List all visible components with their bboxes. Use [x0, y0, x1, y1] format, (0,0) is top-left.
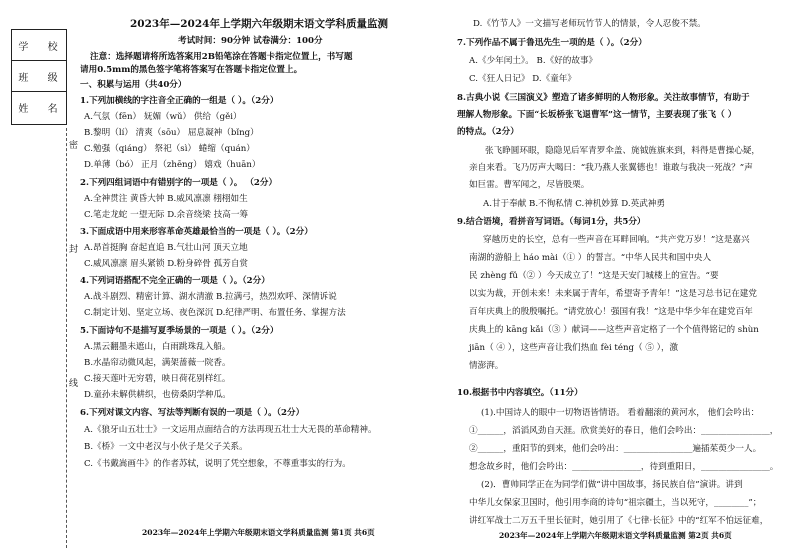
question-8-line-1: 8.古典小说《三国演义》塑造了诸多鲜明的人物形象。关注故事情节，有助于: [457, 93, 750, 103]
question-6: 6.下列对课文内容、写法等判断有误的一项是（ ）。（2分）: [80, 408, 305, 418]
q9-passage-5: 百年庆典上的殷殷嘱托。“请党放心！强国有我！”这是中华少年在建党百年: [469, 307, 753, 317]
seal-char-mi: 密: [69, 141, 79, 151]
q9-passage-7: jiān（ ④ ），这些声音让我们热血 fèi téng（ ⑤ ），激: [469, 343, 679, 353]
q8-passage-3: 如巨雷。曹军闻之，尽皆股栗。: [469, 180, 590, 190]
q8-passage-2: 亲自来看。飞乃厉声大喝曰：“我乃燕人张翼德也！谁敢与我决一死战？”声: [469, 163, 753, 173]
name-label: 姓 名: [18, 104, 66, 115]
q6-option-b: B.《桥》一文中老汉与小伙子是父子关系。: [84, 442, 248, 452]
q3-options-ab: A.昂首挺胸 奋起直追 B.气壮山河 顶天立地: [84, 243, 248, 253]
q8-passage-1: 张飞睁圆环眼，隐隐见后军青罗伞盖、旄钺旌旗来到，料得是曹操心疑，: [485, 146, 761, 156]
q4-options-cd: C.制定计划、坚定立场、夜色深沉 D.纪律严明、布置任务、掌握方法: [84, 308, 346, 318]
q6-option-c: C.《书戴嵩画牛》的作者苏轼，说明了凭空想象，不尊重事实的行为。: [84, 459, 351, 469]
binding-margin: [0, 0, 79, 550]
q2-options-ab: A.全神贯注 黄昏大钟 B.威风凛凛 栩栩如生: [84, 194, 248, 204]
class-label: 班 级: [12, 61, 66, 92]
q10-passage-5: (2)．曹帅同学正在为同学们做“讲中国故事，扬民族自信”演讲。讲到: [481, 480, 743, 490]
notice-line-2: 请用0.5mm的黑色签字笔将答案写在答题卡指定位置上。: [80, 65, 303, 75]
seal-char-feng: 封: [69, 245, 79, 255]
notice-line-1: 注意：选择题请将所选答案用2B铅笔涂在答题卡指定位置上，书写题: [90, 52, 353, 62]
q6-option-a: A.《狼牙山五壮士》一文运用点面结合的方法再现五壮士大无畏的革命精神。: [84, 425, 377, 435]
q9-passage-3: 民 zhèng fǔ（② ）今天成立了！”这是天安门城楼上的宣告。“要: [469, 271, 719, 281]
page-1-footer: 2023年—2024年上学期六年级期末语文学科质量监测 第1页 共6页: [142, 528, 375, 537]
q8-options: A.甘于奉献 B.不徇私情 C.神机妙算 D.英武神勇: [483, 199, 665, 209]
seal-dashed-line: [66, 128, 67, 548]
q10-passage-2: ①______，滔滔风劲自天涯。欣赏美好的春日，他们会吟出：________________，: [469, 426, 779, 436]
school-label: 学 校: [12, 30, 66, 61]
exam-title: 2023年—2024年上学期六年级期末语文学科质量监测: [130, 18, 388, 30]
q7-options-ab: A.《少年闰土》。 B.《好的故事》: [469, 56, 598, 66]
q6-option-d: D.《竹节人》一文描写老师玩竹节人的情景，令人忍俊不禁。: [473, 19, 706, 29]
q1-option-b: B.黎明（lí） 清爽（sōu） 屈息凝神（bǐng）: [84, 128, 259, 138]
question-1: 1.下列加横线的字注音全正确的一组是（ ）。（2分）: [80, 96, 279, 106]
q9-passage-6: 庆典上的 kāng kǎi（③ ）献词——这些声音定格了一个个值得铭记的 shùn: [469, 325, 759, 335]
exam-meta: 考试时间：90分钟 试卷满分：100分: [178, 36, 323, 46]
question-4: 4.下列词语搭配不完全正确的一项是（ ）。（2分）: [80, 276, 270, 286]
q2-options-cd: C.笔走龙蛇 一望无际 D.余音绕梁 技高一筹: [84, 210, 249, 220]
student-info-box: [11, 29, 67, 125]
q3-options-cd: C.威风凛凛 眉头紧锁 D.粉身碎骨 孤芳自赏: [84, 259, 249, 269]
q1-option-d: D.单薄（bó） 正月（zhēng） 嬉戏（huān）: [84, 160, 261, 170]
q10-passage-3: ②______，重阳节的到来，他们会吟出：________________遍插茱萸少一人。: [469, 444, 762, 454]
q10-passage-4: 想念故乡时，他们会吟出：________________，待到重阳日，________________。: [469, 462, 779, 472]
q9-passage-8: 情澎湃。: [469, 361, 504, 371]
question-2: 2.下列四组词语中有错别字的一项是（ ）。 （2分）: [80, 178, 278, 188]
question-7: 7.下列作品不属于鲁迅先生一项的是（ ）。（2分）: [457, 38, 647, 48]
q10-passage-7: 讲红军战士二万五千里长征时，她引用了《七律·长征》中的“红军不怕远征难，: [469, 516, 769, 526]
question-10: 10.根据书中内容填空。（11分）: [457, 388, 583, 398]
section-1-heading: 一、积累与运用（共40分）: [80, 80, 187, 90]
q1-option-a: A.气氛（fēn） 妩媚（wǔ） 供给（gěi）: [84, 112, 242, 122]
q10-passage-6: 中华儿女保家卫国时，他引用李商的诗句“祖宗疆土，当以死守，________”；: [469, 498, 762, 508]
question-5: 5.下面诗句不是描写夏季场景的一项是（ ）。（2分）: [80, 326, 279, 336]
question-8-line-2: 理解人物形象。下面“长坂桥张飞退曹军”这一情节，主要表现了张飞（ ）: [457, 110, 737, 120]
q9-passage-2: 南湖的游船上 háo mài（① ）的誓言。“中华人民共和国中央人: [469, 253, 712, 263]
q9-passage-1: 穿越历史的长空，总有一些声音在耳畔回响。“共产党万岁！”这是嘉兴: [483, 235, 750, 245]
page-2-footer: 2023年—2024年上学期六年级期末语文学科质量监测 第2页 共6页: [499, 531, 732, 540]
q10-passage-1: (1).中国诗人的眼中一切物语皆情语。 看着翻滚的黄河水， 他们会吟出：: [481, 408, 760, 418]
q5-option-a: A.黑云翻墨未遮山，白雨跳珠乱入船。: [84, 342, 231, 352]
seal-char-xian: 线: [69, 379, 79, 389]
q9-passage-4: 以实为裁，开创未来！未来属于青年，希望寄予青年！”这是习总书记在建党: [469, 289, 757, 299]
q5-option-d: D.童孙未解供耕织，也傍桑阴学种瓜。: [84, 390, 231, 400]
question-3: 3.下面成语中用来形容革命英雄最恰当的一项是（ ）。（2分）: [80, 227, 313, 237]
q5-option-c: C.接天莲叶无穷碧，映日荷花别样红。: [84, 374, 231, 384]
q4-options-ab: A.战斗剧烈、精密计算、湖水清澈 B.拉满弓，热烈欢呼、深情诉说: [84, 292, 337, 302]
q5-option-b: B.水晶帘动微风起，满架蔷薇一院香。: [84, 358, 231, 368]
q1-option-c: C.勉强（qiáng） 祭祀（sì） 蜷缩（quán）: [84, 144, 255, 154]
question-9: 9.结合语境，看拼音写词语。（每词1分，共5分）: [457, 217, 646, 227]
question-8-line-3: 的特点。（2分）: [457, 127, 519, 137]
q7-options-cd: C.《狂人日记》 D.《童年》: [469, 74, 576, 84]
